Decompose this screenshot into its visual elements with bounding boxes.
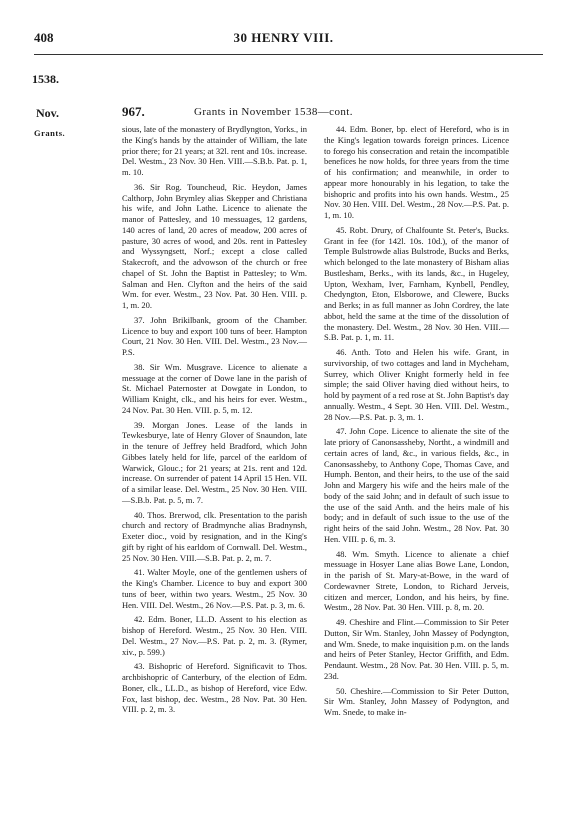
header-rule (34, 54, 543, 55)
entry-47: 47. John Cope. Licence to alienate the site of the late priory of Canonsassheby, Northt., a windmill and certain acres of land, &c., in various fields, &c., in Canonsassheby, to Anthony Cope, Thomas Cave, and Humph. Benton, and their heirs, to the use of the said John and Margery his wife and the heirs male of the body of the said John; and in default of such issue to the use of the said Anth. and the heirs male of his body; and in default of such issue to the use of the right heirs of the said John. Westm., 28 Nov. Pat. 30 Hen. VIII. p. 6, m. 3. (324, 426, 509, 544)
entry-48: 48. Wm. Smyth. Licence to alienate a chief messuage in Hosyer Lane alias Bowe Lane, London, in the parish of St. Mary-at-Bowe, in the ward of Cordewavner Strete, London, to Richard Jerveis, citizen and mercer, London, and his heirs, by fine. Westm., 28 Nov. Pat. 30 Hen. VIII. p. 8, m. 20. (324, 548, 509, 613)
entry-50: 50. Cheshire.—Commission to Sir Peter Dutton, Sir Wm. Stanley, John Massey of Podyngton, and Wm. Snede, to make in- (324, 685, 509, 717)
entry-41: 41. Walter Moyle, one of the gentlemen ushers of the King's Chamber. Licence to buy and export 300 tuns of beer, within two years. Westm., 25 Nov. 30 Hen. VIII. Del. Westm., 26 Nov.—P.S. Pat. p. 3, m. 6. (122, 567, 307, 610)
document-number: 967. (122, 104, 145, 119)
entry-38: 38. Sir Wm. Musgrave. Licence to alienate a messuage at the corner of Dowe lane in the parish of St. Michael Paternoster at Dowgate in London, to William Knight, clk., and his heirs for ever. Westm., 24 Nov. Pat. 30 Hen. VIII. p. 5, m. 12. (122, 361, 307, 415)
entry-49: 49. Cheshire and Flint.—Commission to Sir Peter Dutton, Sir Wm. Stanley, John Massey of Podyngton, and Wm. Snede, to make inquisition p.m. on the lands and heirs of Peter Stanley, Hector Griffith, and Edm. Pendaunt. Westm., 28 Nov. Pat. 30 Hen. VIII. p. 5, m. 23d. (324, 617, 509, 681)
entry-37: 37. John Brikilbank, groom of the Chamber. Licence to buy and export 100 tuns of beer. Hampton Court, 21 Nov. 30 Hen. VIII. Del. Westm., 23 Nov.—P.S. (122, 314, 307, 357)
document-title: Grants in November 1538—cont. (194, 106, 353, 118)
entry-42: 42. Edm. Boner, LL.D. Assent to his election as bishop of Hereford. Westm., 25 Nov. 30 Hen. VIII. Del. Westm., 27 Nov.—P.S. Pat. p. 2, m. 3. (Rymer, xiv., p. 599.) (122, 614, 307, 657)
entry-45: 45. Robt. Drury, of Chalfounte St. Peter's, Bucks. Grant in fee (for 142l. 10s. 10d.), of the manor of Temple Bulstrowde alias Bulstrode, Bucks and Berks, which belonged to the late monastery of Bisham alias Bustlesham, Berks., with its lands, &c., in Hugeley, Upton, Wexham, Iver, Farnham, Kynbell, Pendley, Chedyngton, Eton, Elsborowe, and Clewere, Bucks and Berks; in as full manner as John Cordrey, the late abbot, held the same at the time of the dissolution of the monastery. Del. Westm., 28 Nov. 30 Hen. VIII.—S.B. Pat. p. 1, m. 11. (324, 224, 509, 343)
entry-43: 43. Bishopric of Hereford. Significavit to Thos. archbishopric of Canterbury, of the election of Edm. Boner, clk., LL.D., as bishop of Hereford, vice Edw. Fox, last bishop, dec. Westm., 28 Nov. Pat. 30 Hen. VIII. p. 2, m. 3. (122, 661, 307, 715)
entry-36: 36. Sir Rog. Touncheud, Ric. Heydon, James Calthorp, John Brymley alias Skepper and Christiana his wife, and John Lathe. Licence to alienate the manor of Pattesley, and 10 messuages, 12 gardens, 140 acres of land, 20 acres of meadow, 200 acres of pasture, 30 acres of wood, and 20s. rent in Pattesley and Wyssyngsett, Norf.; except a close called Stakecroft, and the advowson of the church or free chapel of St. John the Baptist in Pattesley; to Wm. Salman and Hen. Clyfton and the heirs of the said Wm. for ever. Westm., 23 Nov. Pat. 30 Hen. VIII. p. 1, m. 20. (122, 181, 307, 310)
margin-month: Nov. (36, 106, 60, 120)
entry-46: 46. Anth. Toto and Helen his wife. Grant, in survivorship, of two cottages and land in Mycheham, Surrey, which Oliver Knight formerly held in fee simple; the said Oliver having died without heirs, to hold by payment of a red rose at St. John Baptist's day annually. Westm., 4 Sept. 30 Hen. VIII. Del. Westm., 28 Nov.—P.S. Pat. p. 3, m. 1. (324, 347, 509, 422)
margin-section: Grants. (34, 128, 66, 138)
entry-44: 44. Edm. Boner, bp. elect of Hereford, who is in the King's legation towards foreign princes. Licence to forego his consecration and retain the incompatible benefices he now holds, for three years from the time of his confirmation; and meanwhile, in order to appear more honourably in his legation, to take the bishopric and profits into his own hands. Westm., 25 Nov. 30 Hen. VIII. Del. Westm., 28 Nov.—P.S. Pat. p. 1, m. 10. (324, 124, 509, 220)
page-number: 408 (34, 30, 54, 45)
left-column (122, 124, 307, 719)
entry-40: 40. Thos. Brerwod, clk. Presentation to the parish church and rectory of Bradmynche alias Bradnynsh, Exeter dioc., void by resignation, and in the King's gift by right of his earldom of Cornwall. Del. Westm., 25 Nov. 30 Hen. VIII.—S.B. Pat. p. 2, m. 7. (122, 509, 307, 563)
entry-39: 39. Morgan Jones. Lease of the lands in Tewkesburye, late of Henry Glover of Snaundon, late in the tenure of Jeffrey held Bradford, which John Gibbes lately held for life, parcel of the earldom of Warwick, Glouc.; for 21 years; at 21s. rent and 12d. increase. On surrender of patent 14 April 15 Hen. VII. of a similar lease. Del. Westm., 25 Nov. 30 Hen. VIII.—S.B.b. Pat. p. 5, m. 7. (122, 419, 307, 505)
running-head: 30 HENRY VIII. (233, 30, 334, 45)
right-column (324, 124, 509, 722)
margin-year: 1538. (32, 72, 59, 86)
entry-continuation: sious, late of the monastery of Brydlyngton, Yorks., in the King's hands by the attainder of William, the late prior there; for 21 years; at 32l. rent and 10s. increase. Del. Westm., 23 Nov. 30 Hen. VIII.—S.B.b. Pat. p. 1, m. 10. (122, 124, 307, 177)
